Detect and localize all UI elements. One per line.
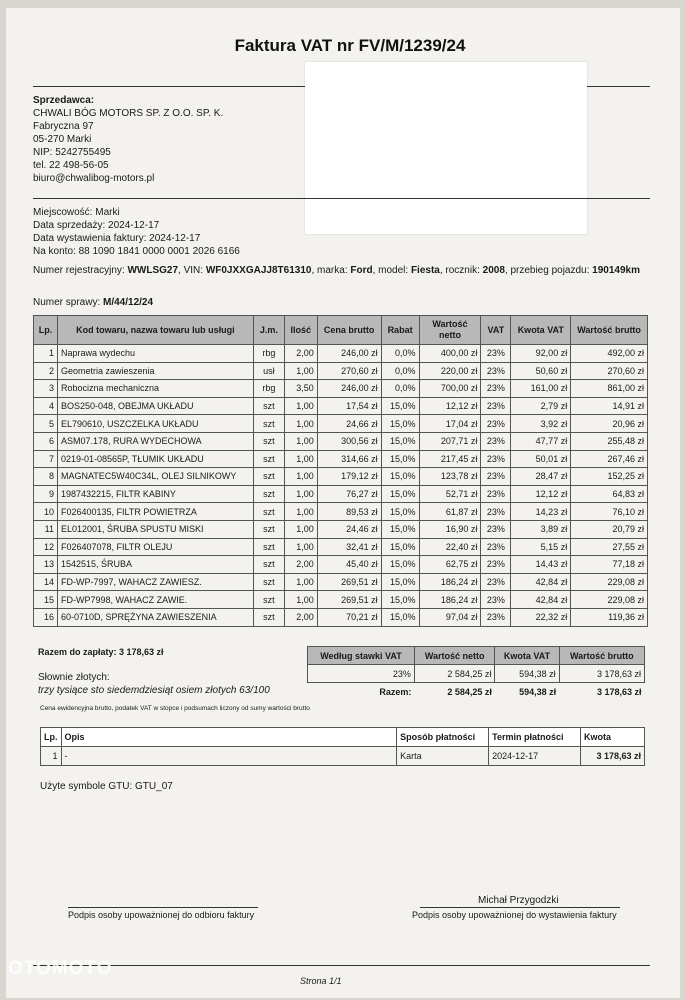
table-row (34, 397, 648, 415)
table-cell: 2,79 zł (511, 397, 571, 415)
items-header-row (34, 316, 648, 345)
table-cell: 300,56 zł (317, 432, 381, 450)
table-cell: szt (253, 503, 284, 521)
table-cell: 179,12 zł (317, 468, 381, 486)
table-cell: 15,0% (381, 538, 419, 556)
table-cell: 1,00 (284, 468, 317, 486)
seller-rule (33, 198, 650, 199)
items-header-cell: Cena brutto (317, 316, 381, 345)
table-cell: szt (253, 538, 284, 556)
words-label: Słownie złotych: (38, 672, 110, 683)
table-cell: 70,21 zł (317, 608, 381, 626)
table-cell: Geometria zawieszenia (57, 362, 253, 380)
table-cell: 0,0% (381, 345, 419, 363)
table-cell: 6 (34, 432, 58, 450)
table-row (34, 345, 648, 363)
table-cell: 220,00 zł (419, 362, 481, 380)
sale-date: Data sprzedaży: 2024-12-17 (33, 220, 160, 231)
payment-lp: 1 (41, 747, 62, 766)
table-cell: szt (253, 556, 284, 574)
payment-row (41, 747, 645, 766)
issuer-signature-line (420, 907, 620, 908)
table-cell: 1,00 (284, 591, 317, 609)
table-cell: szt (253, 450, 284, 468)
reg-label: Numer rejestracyjny: (33, 265, 128, 276)
table-cell: szt (253, 432, 284, 450)
table-cell: F026407078, FILTR OLEJU (57, 538, 253, 556)
vin: WF0JXXGAJJ8T61310 (205, 265, 312, 276)
table-row (34, 415, 648, 433)
table-cell: 23% (481, 520, 511, 538)
seller-block (33, 94, 223, 185)
table-cell: 14,43 zł (511, 556, 571, 574)
table-cell: 76,27 zł (317, 485, 381, 503)
table-cell: 15,0% (381, 485, 419, 503)
price-note: Cena ewidencyjna brutto, podatek VAT w stopce i podsumach liczony od sumy wartości brutto (40, 705, 310, 712)
table-cell: 861,00 zł (571, 380, 648, 398)
items-header-cell: Wartość netto (419, 316, 481, 345)
table-cell: 23% (481, 362, 511, 380)
table-cell: 217,45 zł (419, 450, 481, 468)
table-cell: 15,0% (381, 432, 419, 450)
table-row (34, 432, 648, 450)
vat-header-row (308, 647, 645, 665)
table-row (34, 573, 648, 591)
vat-header-cell: Według stawki VAT (308, 647, 415, 665)
table-cell: 2,00 (284, 345, 317, 363)
table-cell: 3,89 zł (511, 520, 571, 538)
redacted-area (305, 62, 587, 234)
table-cell: Robocizna mechaniczna (57, 380, 253, 398)
table-cell: 229,08 zł (571, 591, 648, 609)
table-cell: 24,46 zł (317, 520, 381, 538)
payment-description: - (61, 747, 397, 766)
table-row (34, 556, 648, 574)
table-cell: 246,00 zł (317, 345, 381, 363)
invoice-info (33, 206, 240, 258)
table-cell: 1,00 (284, 362, 317, 380)
table-cell: 1,00 (284, 450, 317, 468)
table-cell: 23% (481, 468, 511, 486)
vehicle-info (33, 264, 653, 277)
model-label: , model: (372, 265, 411, 276)
table-cell: 1,00 (284, 520, 317, 538)
items-header-cell: Ilość (284, 316, 317, 345)
table-cell: 2,00 (284, 556, 317, 574)
table-cell: 13 (34, 556, 58, 574)
case-number (33, 296, 153, 309)
table-cell: 400,00 zł (419, 345, 481, 363)
page-number: Strona 1/1 (300, 976, 342, 986)
table-cell: 314,66 zł (317, 450, 381, 468)
table-cell: 3 (34, 380, 58, 398)
otomoto-watermark: OTOMOTO (8, 958, 113, 979)
table-cell: 5,15 zł (511, 538, 571, 556)
table-cell: 89,53 zł (317, 503, 381, 521)
table-cell: 15,0% (381, 608, 419, 626)
table-cell: 8 (34, 468, 58, 486)
table-cell: 24,66 zł (317, 415, 381, 433)
table-cell: 2 (34, 362, 58, 380)
table-cell: 23% (481, 485, 511, 503)
table-cell: 45,40 zł (317, 556, 381, 574)
items-header-cell: Kod towaru, nazwa towaru lub usługi (57, 316, 253, 345)
table-cell: Naprawa wydechu (57, 345, 253, 363)
vat-header-cell: Wartość netto (414, 647, 495, 665)
payment-header-cell: Termin płatności (489, 728, 581, 747)
table-cell: 14,91 zł (571, 397, 648, 415)
table-cell: 152,25 zł (571, 468, 648, 486)
gtu-symbols: Użyte symbole GTU: GTU_07 (40, 781, 173, 792)
table-cell: szt (253, 520, 284, 538)
table-cell: 23% (481, 450, 511, 468)
table-cell: 15,0% (381, 450, 419, 468)
items-header-cell: Kwota VAT (511, 316, 571, 345)
case-label: Numer sprawy: (33, 297, 104, 308)
table-cell: 1,00 (284, 397, 317, 415)
table-cell: 23% (481, 573, 511, 591)
payment-header-cell: Opis (61, 728, 397, 747)
table-cell: szt (253, 591, 284, 609)
table-cell: 23% (481, 503, 511, 521)
table-cell: 77,18 zł (571, 556, 648, 574)
vat-total-gross: 3 178,63 zł (596, 686, 642, 697)
table-cell: 62,75 zł (419, 556, 481, 574)
table-cell: 23% (481, 432, 511, 450)
table-cell: 15 (34, 591, 58, 609)
vat-total-amount: 594,38 zł (519, 686, 557, 697)
table-row (34, 608, 648, 626)
total-to-pay: Razem do zapłaty: 3 178,63 zł (38, 647, 164, 657)
table-cell: 23% (481, 415, 511, 433)
table-cell: EL012001, ŚRUBA SPUSTU MISKI (57, 520, 253, 538)
table-cell: 2,00 (284, 608, 317, 626)
payment-amount: 3 178,63 zł (581, 747, 645, 766)
vat-row (308, 665, 645, 683)
table-row (34, 380, 648, 398)
payment-due: 2024-12-17 (489, 747, 581, 766)
payment-header-cell: Lp. (41, 728, 62, 747)
vat-net: 2 584,25 zł (414, 665, 495, 683)
table-cell: szt (253, 485, 284, 503)
table-cell: 15,0% (381, 573, 419, 591)
table-row (34, 450, 648, 468)
table-cell: 22,32 zł (511, 608, 571, 626)
table-cell: 23% (481, 591, 511, 609)
mileage: 190149km (592, 265, 640, 276)
items-header-cell: J.m. (253, 316, 284, 345)
vat-rate: 23% (308, 665, 415, 683)
reg-number: WWLSG27 (127, 265, 179, 276)
table-cell: szt (253, 573, 284, 591)
items-header-cell: VAT (481, 316, 511, 345)
table-cell: 186,24 zł (419, 591, 481, 609)
vat-total-label: Razem: (379, 686, 412, 697)
receiver-signature-line (68, 907, 258, 908)
table-cell: 23% (481, 608, 511, 626)
table-cell: 42,84 zł (511, 573, 571, 591)
table-cell: 52,71 zł (419, 485, 481, 503)
table-cell: EL790610, USZCZELKA UKŁADU (57, 415, 253, 433)
table-cell: 23% (481, 538, 511, 556)
table-cell: 0,0% (381, 380, 419, 398)
table-cell: rbg (253, 345, 284, 363)
payment-table (40, 727, 645, 766)
table-cell: 3,50 (284, 380, 317, 398)
table-cell: 229,08 zł (571, 573, 648, 591)
vat-header-cell: Kwota VAT (495, 647, 559, 665)
table-cell: 27,55 zł (571, 538, 648, 556)
table-cell: 15,0% (381, 415, 419, 433)
table-cell: 15,0% (381, 591, 419, 609)
invoice-title: Faktura VAT nr FV/M/1239/24 (234, 36, 466, 55)
table-cell: 23% (481, 380, 511, 398)
table-cell: 92,00 zł (511, 345, 571, 363)
payment-method: Karta (397, 747, 489, 766)
table-cell: 15,0% (381, 468, 419, 486)
seller-street: Fabryczna 97 (33, 121, 94, 132)
table-cell: 64,83 zł (571, 485, 648, 503)
table-cell: 269,51 zł (317, 591, 381, 609)
items-body (34, 345, 648, 627)
table-cell: F026400135, FILTR POWIETRZA (57, 503, 253, 521)
table-cell: 0219-01-08565P, TŁUMIK UKŁADU (57, 450, 253, 468)
table-cell: rbg (253, 380, 284, 398)
table-cell: 47,77 zł (511, 432, 571, 450)
table-cell: 1,00 (284, 538, 317, 556)
table-cell: 50,01 zł (511, 450, 571, 468)
table-cell: 17,54 zł (317, 397, 381, 415)
table-cell: 76,10 zł (571, 503, 648, 521)
table-cell: 0,0% (381, 362, 419, 380)
table-cell: 492,00 zł (571, 345, 648, 363)
vat-summary-table (307, 646, 645, 700)
table-cell: usł (253, 362, 284, 380)
table-cell: 700,00 zł (419, 380, 481, 398)
table-cell: szt (253, 608, 284, 626)
table-cell: 16 (34, 608, 58, 626)
items-header-cell: Rabat (381, 316, 419, 345)
items-header-cell: Lp. (34, 316, 58, 345)
issue-date: Data wystawienia faktury: 2024-12-17 (33, 233, 201, 244)
table-cell: 5 (34, 415, 58, 433)
seller-label: Sprzedawca: (33, 95, 95, 106)
vat-amount: 594,38 zł (495, 665, 559, 683)
table-cell: 42,84 zł (511, 591, 571, 609)
table-cell: 123,78 zł (419, 468, 481, 486)
table-row (34, 538, 648, 556)
table-cell: 23% (481, 397, 511, 415)
table-row (34, 591, 648, 609)
make: Ford (350, 265, 373, 276)
issuer-signature-label: Podpis osoby upoważnionej do wystawienia faktury (412, 910, 617, 920)
table-cell: 22,40 zł (419, 538, 481, 556)
table-cell: FD-WP7998, WAHACZ ZAWIE. (57, 591, 253, 609)
table-cell: 267,46 zł (571, 450, 648, 468)
table-cell: MAGNATEC5W40C34L, OLEJ SILNIKOWY (57, 468, 253, 486)
table-cell: 7 (34, 450, 58, 468)
table-cell: 32,41 zł (317, 538, 381, 556)
year: 2008 (482, 265, 505, 276)
table-cell: ASM07.178, RURA WYDECHOWA (57, 432, 253, 450)
table-cell: 1 (34, 345, 58, 363)
seller-nip: NIP: 5242755495 (33, 147, 111, 158)
payment-header-cell: Kwota (581, 728, 645, 747)
table-cell: 20,79 zł (571, 520, 648, 538)
table-cell: 161,00 zł (511, 380, 571, 398)
amount-in-words: trzy tysiące sto siedemdziesiąt osiem złotych 63/100 (38, 685, 270, 696)
items-table (33, 315, 648, 627)
table-row (34, 362, 648, 380)
footer-rule (33, 965, 650, 966)
summary-block (38, 646, 270, 697)
table-cell: 255,48 zł (571, 432, 648, 450)
payment-header-row (41, 728, 645, 747)
items-header-cell: Wartość brutto (571, 316, 648, 345)
table-cell: 28,47 zł (511, 468, 571, 486)
table-cell: 15,0% (381, 556, 419, 574)
table-cell: 50,60 zł (511, 362, 571, 380)
table-cell: 270,60 zł (317, 362, 381, 380)
table-cell: 4 (34, 397, 58, 415)
table-cell: 270,60 zł (571, 362, 648, 380)
table-row (34, 468, 648, 486)
table-cell: 14 (34, 573, 58, 591)
table-cell: BOS250-048, OBEJMA UKŁADU (57, 397, 253, 415)
table-cell: 119,36 zł (571, 608, 648, 626)
table-cell: 12,12 zł (511, 485, 571, 503)
table-cell: 246,00 zł (317, 380, 381, 398)
table-cell: 1,00 (284, 485, 317, 503)
vat-gross: 3 178,63 zł (559, 665, 644, 683)
table-cell: 1,00 (284, 503, 317, 521)
table-cell: 12,12 zł (419, 397, 481, 415)
table-cell: 97,04 zł (419, 608, 481, 626)
table-cell: 11 (34, 520, 58, 538)
table-cell: 12 (34, 538, 58, 556)
table-row (34, 520, 648, 538)
table-cell: 207,71 zł (419, 432, 481, 450)
vat-total-net: 2 584,25 zł (447, 686, 492, 697)
seller-tel: tel. 22 498-56-05 (33, 160, 109, 171)
table-cell: 23% (481, 556, 511, 574)
vin-label: , VIN: (178, 265, 206, 276)
seller-name: CHWALI BÓG MOTORS SP. Z O.O. SP. K. (33, 108, 224, 119)
table-cell: 10 (34, 503, 58, 521)
table-cell: 15,0% (381, 397, 419, 415)
receiver-signature-label: Podpis osoby upoważnionej do odbioru faktury (68, 910, 255, 920)
table-cell: 17,04 zł (419, 415, 481, 433)
table-cell: szt (253, 397, 284, 415)
table-cell: 20,96 zł (571, 415, 648, 433)
table-cell: FD-WP-7997, WAHACZ ZAWIESZ. (57, 573, 253, 591)
table-cell: 16,90 zł (419, 520, 481, 538)
table-cell: szt (253, 468, 284, 486)
year-label: , rocznik: (439, 265, 483, 276)
table-cell: 1,00 (284, 432, 317, 450)
table-cell: 269,51 zł (317, 573, 381, 591)
table-cell: 186,24 zł (419, 573, 481, 591)
bank-account: Na konto: 88 1090 1841 0000 0001 2026 6166 (33, 246, 240, 257)
table-cell: 1987432215, FILTR KABINY (57, 485, 253, 503)
model: Fiesta (410, 265, 440, 276)
mileage-label: , przebieg pojazdu: (504, 265, 593, 276)
table-cell: 1542515, ŚRUBA (57, 556, 253, 574)
payment-header-cell: Sposób płatności (397, 728, 489, 747)
table-cell: 1,00 (284, 573, 317, 591)
table-cell: 61,87 zł (419, 503, 481, 521)
table-cell: szt (253, 415, 284, 433)
table-cell: 23% (481, 345, 511, 363)
table-cell: 60-0710D, SPRĘŻYNA ZAWIESZENIA (57, 608, 253, 626)
case-value: M/44/12/24 (103, 297, 154, 308)
vat-header-cell: Wartość brutto (559, 647, 644, 665)
table-cell: 15,0% (381, 503, 419, 521)
issuer-name: Michał Przygodzki (478, 895, 559, 906)
make-label: , marka: (311, 265, 351, 276)
table-cell: 15,0% (381, 520, 419, 538)
table-cell: 14,23 zł (511, 503, 571, 521)
table-cell: 1,00 (284, 415, 317, 433)
table-row (34, 503, 648, 521)
table-cell: 9 (34, 485, 58, 503)
seller-city: 05-270 Marki (33, 134, 92, 145)
vat-total-row (308, 683, 645, 701)
seller-email: biuro@chwalibog-motors.pl (33, 173, 155, 184)
table-cell: 3,92 zł (511, 415, 571, 433)
place: Miejscowość: Marki (33, 207, 120, 218)
table-row (34, 485, 648, 503)
